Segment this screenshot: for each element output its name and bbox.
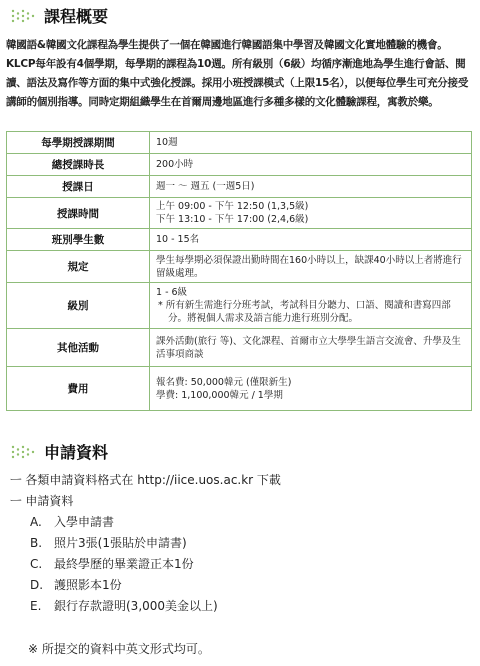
table-value-line: 1 - 6級	[156, 287, 188, 298]
table-row-label: 授課時間	[7, 198, 150, 229]
language-note: ※ 所提交的資料中英文形式均可。	[28, 642, 210, 656]
table-row-value	[150, 251, 472, 283]
table-value-line: 課外活動(旅行 等)、文化課程、首爾市立大學學生語言交流會、升學及生活事項商談	[156, 335, 461, 360]
table-value-line: 學生每學期必須保證出勤時間在160小時以上，缺課40小時以上者將進行留級處理。	[156, 254, 462, 279]
course-info-table	[6, 131, 472, 411]
table-value-line: 報名費: 50,000韓元 (僅限新生)	[156, 376, 292, 388]
table-row-label: 規定	[7, 251, 150, 283]
table-row-label: 班別學生數	[7, 229, 150, 251]
table-value-line: 週一 ～ 週五 (一週5日)	[156, 181, 255, 192]
list-item-text: 銀行存款證明(3,000美金以上)	[54, 599, 218, 613]
table-row-value	[150, 283, 472, 329]
table-row-value	[150, 132, 472, 154]
table-value-line: 上午 09:00 - 下午 12:50 (1,3,5級)	[156, 201, 309, 212]
table-value-line: 10週	[156, 137, 178, 148]
list-item-text: 照片3張(1張貼於申請書)	[54, 536, 187, 550]
apply-section-header	[10, 440, 108, 463]
table-value-line: 10 - 15名	[156, 234, 200, 245]
list-item-letter: C.	[30, 557, 43, 571]
table-row-value	[150, 329, 472, 367]
table-row-value	[150, 367, 472, 411]
table-row-label: 總授課時長	[7, 154, 150, 176]
table-value-line: 下午 13:10 - 下午 17:00 (2,4,6級)	[156, 214, 309, 225]
list-item	[10, 512, 281, 533]
table-row-value	[150, 198, 472, 229]
table-row	[7, 229, 472, 251]
list-item-letter: A.	[30, 515, 42, 529]
table-row	[7, 132, 472, 154]
list-item-text: 入學申請書	[54, 515, 115, 529]
list-item-letter: B.	[30, 536, 43, 550]
list-item	[10, 533, 281, 554]
table-row-label: 級別	[7, 283, 150, 329]
table-row-label: 每學期授課期間	[7, 132, 150, 154]
table-row	[7, 251, 472, 283]
dotted-triangle-icon	[10, 444, 36, 460]
table-row-value	[150, 229, 472, 251]
table-row	[7, 198, 472, 229]
download-info-line: ㅡ 各類申請資料格式在 http://iice.uos.ac.kr 下載	[10, 473, 281, 487]
table-row	[7, 154, 472, 176]
table-row-label: 授課日	[7, 176, 150, 198]
list-item	[10, 575, 281, 596]
table-row-value	[150, 176, 472, 198]
overview-intro-paragraph: 韓國語&韓國文化課程為學生提供了一個在韓國進行韓國語集中學習及韓國文化實地體驗的機會。KLCP每年設有4個學期，每學期的課程為10週。所有級別（6級）均循序漸進地為學生進行會話、閱讀、語法及寫作等方面的集中式強化授課。採用小班授課模式（上限15名），以便每位學生可充分接受講師的個別指導。同時定期組織學生在首爾周邊地區進行多種多樣的文化體驗課程，寓教於樂。	[6, 39, 469, 108]
table-value-line: 200小時	[156, 159, 194, 170]
overview-section-header	[10, 4, 108, 27]
list-item	[10, 596, 281, 617]
table-row	[7, 329, 472, 367]
table-row-label: 其他活動	[7, 329, 150, 367]
application-list	[10, 470, 281, 617]
list-item-text: 最終學歷的畢業證正本1份	[54, 557, 194, 571]
table-row	[7, 176, 472, 198]
dotted-triangle-icon	[10, 8, 36, 24]
documents-heading: ㅡ 申請資料	[10, 494, 74, 508]
table-row-label: 費用	[7, 367, 150, 411]
list-item	[10, 554, 281, 575]
list-item-text: 護照影本1份	[54, 578, 122, 592]
table-row-value	[150, 154, 472, 176]
apply-title: 申請資料	[44, 443, 109, 462]
overview-title: 課程概要	[44, 7, 109, 26]
table-value-line: * 所有新生需進行分班考試，考試科目分聽力、口語、閱讀和書寫四部分。將視個人需求及語言能力進行班別分配。	[158, 300, 451, 324]
table-value-line: 學費: 1,100,000韓元 / 1學期	[156, 389, 283, 401]
table-row	[7, 367, 472, 411]
table-row	[7, 283, 472, 329]
list-item-letter: D.	[30, 578, 44, 592]
list-item-letter: E.	[30, 599, 42, 613]
